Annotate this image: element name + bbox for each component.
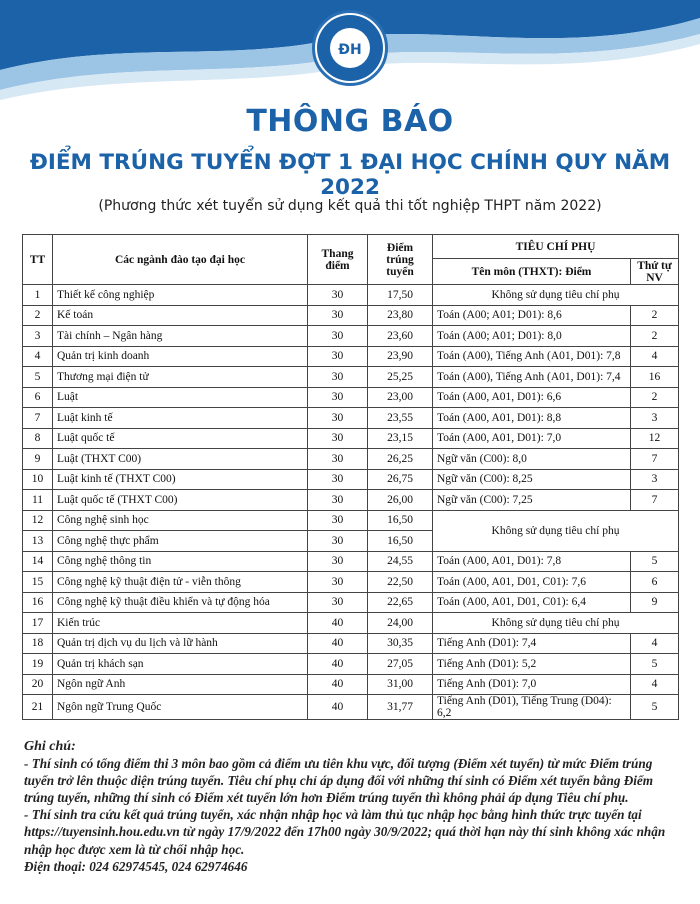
row-score: 23,15 xyxy=(368,428,433,449)
header-order: Thứ tự NV xyxy=(631,259,679,285)
table-row xyxy=(23,572,679,593)
row-subject: Tiếng Anh (D01): 7,4 xyxy=(433,633,631,654)
row-major: Luật (THXT C00) xyxy=(53,449,308,470)
row-subject: Toán (A00, A01, D01, C01): 6,4 xyxy=(433,592,631,613)
row-tt: 10 xyxy=(23,469,53,490)
row-tt: 9 xyxy=(23,449,53,470)
row-major: Ngôn ngữ Trung Quốc xyxy=(53,695,308,720)
row-scale: 30 xyxy=(308,408,368,429)
row-order: 9 xyxy=(631,592,679,613)
row-major: Ngôn ngữ Anh xyxy=(53,674,308,695)
row-major: Thiết kế công nghiệp xyxy=(53,285,308,306)
row-subject: Ngữ văn (C00): 8,25 xyxy=(433,469,631,490)
row-scale: 40 xyxy=(308,674,368,695)
page-title: THÔNG BÁO xyxy=(246,104,454,139)
notes-heading: Ghi chú: xyxy=(24,739,76,754)
row-tt: 13 xyxy=(23,531,53,552)
row-score: 23,90 xyxy=(368,346,433,367)
row-major: Quản trị khách sạn xyxy=(53,654,308,675)
row-order: 16 xyxy=(631,367,679,388)
row-tt: 16 xyxy=(23,592,53,613)
row-scale: 30 xyxy=(308,285,368,306)
row-major: Luật quốc tế xyxy=(53,428,308,449)
row-major: Luật quốc tế (THXT C00) xyxy=(53,490,308,511)
row-score: 26,25 xyxy=(368,449,433,470)
header-scale: Thang điểm xyxy=(308,235,368,285)
row-score: 27,05 xyxy=(368,654,433,675)
row-scale: 30 xyxy=(308,449,368,470)
row-order: 3 xyxy=(631,408,679,429)
row-major: Luật kinh tế (THXT C00) xyxy=(53,469,308,490)
row-major: Kế toán xyxy=(53,305,308,326)
row-order: 3 xyxy=(631,469,679,490)
header-tt: TT xyxy=(23,235,53,285)
row-score: 23,55 xyxy=(368,408,433,429)
table-row xyxy=(23,510,679,531)
row-scale: 30 xyxy=(308,572,368,593)
note-1: - Thí sinh có tổng điểm thi 3 môn bao gồm cả điểm ưu tiên khu vực, đối tượng (Điểm xét tuyển) từ mức Điểm trúng tuyển trở lên thuộc diện trúng tuyển. Tiêu chí phụ chỉ áp dụng đối với những thí sinh có Điểm xét tuyển bằng Điểm trúng tuyển, những thí sinh có Điểm xét tuyển lớn hơn Điểm trúng tuyển thì không phải áp dụng Tiêu chí phụ. xyxy=(24,756,654,806)
table-row xyxy=(23,469,679,490)
row-subject: Toán (A00; A01; D01): 8,0 xyxy=(433,326,631,347)
row-scale: 30 xyxy=(308,531,368,552)
row-tt: 21 xyxy=(23,695,53,720)
row-major: Quản trị kinh doanh xyxy=(53,346,308,367)
row-order: 4 xyxy=(631,674,679,695)
row-tt: 18 xyxy=(23,633,53,654)
row-score: 22,50 xyxy=(368,572,433,593)
row-scale: 40 xyxy=(308,613,368,634)
row-subject: Toán (A00), Tiếng Anh (A01, D01): 7,4 xyxy=(433,367,631,388)
row-subject: Toán (A00, A01, D01): 6,6 xyxy=(433,387,631,408)
row-tt: 20 xyxy=(23,674,53,695)
row-order: 7 xyxy=(631,490,679,511)
table-row xyxy=(23,490,679,511)
logo-monogram: ĐH xyxy=(338,42,362,58)
row-major: Quản trị dịch vụ du lịch và lữ hành xyxy=(53,633,308,654)
row-major: Tài chính – Ngân hàng xyxy=(53,326,308,347)
row-tt: 5 xyxy=(23,367,53,388)
row-major: Thương mại điện tử xyxy=(53,367,308,388)
row-tt: 6 xyxy=(23,387,53,408)
row-major: Công nghệ thực phẩm xyxy=(53,531,308,552)
note-2: - Thí sinh tra cứu kết quả trúng tuyển, xác nhận nhập học và làm thủ tục nhập học bằng hình thức trực tuyến tại https://tuyensinh.hou.edu.vn từ ngày 17/9/2022 đến 17h00 ngày 30/9/2022; quá thời hạn này thí sinh không xác nhận nhập học được xem là từ chối nhập học. xyxy=(24,807,666,857)
row-major: Công nghệ kỹ thuật điều khiển và tự động hóa xyxy=(53,592,308,613)
header-score: Điểm trúng tuyển xyxy=(368,235,433,285)
row-subject: Ngữ văn (C00): 8,0 xyxy=(433,449,631,470)
row-order: 2 xyxy=(631,387,679,408)
row-order: 2 xyxy=(631,305,679,326)
table-row xyxy=(23,408,679,429)
row-scale: 30 xyxy=(308,387,368,408)
row-order: 6 xyxy=(631,572,679,593)
row-tt: 19 xyxy=(23,654,53,675)
table-row xyxy=(23,305,679,326)
row-score: 30,35 xyxy=(368,633,433,654)
header-subject: Tên môn (THXT): Điểm xyxy=(433,259,631,285)
row-tt: 8 xyxy=(23,428,53,449)
row-score: 16,50 xyxy=(368,510,433,531)
row-scale: 30 xyxy=(308,592,368,613)
row-subject: Toán (A00), Tiếng Anh (A01, D01): 7,8 xyxy=(433,346,631,367)
row-scale: 40 xyxy=(308,633,368,654)
admission-scores-table xyxy=(22,234,679,720)
row-tt: 1 xyxy=(23,285,53,306)
row-major: Công nghệ thông tin xyxy=(53,551,308,572)
row-order: 5 xyxy=(631,551,679,572)
row-scale: 30 xyxy=(308,551,368,572)
table-row xyxy=(23,674,679,695)
table-row xyxy=(23,387,679,408)
header-criteria: TIÊU CHÍ PHỤ xyxy=(433,235,679,259)
row-tt: 11 xyxy=(23,490,53,511)
row-no-criteria: Không sử dụng tiêu chí phụ xyxy=(433,510,679,551)
row-score: 26,75 xyxy=(368,469,433,490)
table-row xyxy=(23,654,679,675)
row-subject: Toán (A00, A01, D01): 8,8 xyxy=(433,408,631,429)
row-score: 16,50 xyxy=(368,531,433,552)
row-scale: 30 xyxy=(308,510,368,531)
row-score: 22,65 xyxy=(368,592,433,613)
row-score: 26,00 xyxy=(368,490,433,511)
table-row xyxy=(23,592,679,613)
row-order: 4 xyxy=(631,633,679,654)
row-score: 31,77 xyxy=(368,695,433,720)
row-score: 24,55 xyxy=(368,551,433,572)
row-tt: 7 xyxy=(23,408,53,429)
row-tt: 2 xyxy=(23,305,53,326)
row-no-criteria: Không sử dụng tiêu chí phụ xyxy=(433,285,679,306)
row-score: 25,25 xyxy=(368,367,433,388)
row-no-criteria: Không sử dụng tiêu chí phụ xyxy=(433,613,679,634)
row-subject: Toán (A00, A01, D01, C01): 7,6 xyxy=(433,572,631,593)
table-row xyxy=(23,428,679,449)
row-major: Công nghệ kỹ thuật điện tử - viễn thông xyxy=(53,572,308,593)
row-subject: Toán (A00, A01, D01): 7,8 xyxy=(433,551,631,572)
row-scale: 30 xyxy=(308,367,368,388)
row-score: 17,50 xyxy=(368,285,433,306)
row-order: 4 xyxy=(631,346,679,367)
table-row xyxy=(23,285,679,306)
row-scale: 30 xyxy=(308,326,368,347)
row-order: 12 xyxy=(631,428,679,449)
row-tt: 15 xyxy=(23,572,53,593)
row-scale: 30 xyxy=(308,305,368,326)
row-scale: 40 xyxy=(308,654,368,675)
row-order: 5 xyxy=(631,654,679,675)
header-major: Các ngành đào tạo đại học xyxy=(53,235,308,285)
row-scale: 40 xyxy=(308,695,368,720)
row-tt: 14 xyxy=(23,551,53,572)
table-row xyxy=(23,326,679,347)
row-scale: 30 xyxy=(308,490,368,511)
row-subject: Toán (A00; A01; D01): 8,6 xyxy=(433,305,631,326)
row-subject: Ngữ văn (C00): 7,25 xyxy=(433,490,631,511)
table-row xyxy=(23,346,679,367)
row-subject: Tiếng Anh (D01), Tiếng Trung (D04): 6,2 xyxy=(433,695,631,720)
row-order: 5 xyxy=(631,695,679,720)
row-order: 2 xyxy=(631,326,679,347)
table-row xyxy=(23,695,679,720)
row-score: 23,80 xyxy=(368,305,433,326)
row-order: 7 xyxy=(631,449,679,470)
row-tt: 4 xyxy=(23,346,53,367)
row-score: 24,00 xyxy=(368,613,433,634)
row-score: 23,00 xyxy=(368,387,433,408)
table-row xyxy=(23,613,679,634)
row-major: Luật xyxy=(53,387,308,408)
table-row xyxy=(23,449,679,470)
row-scale: 30 xyxy=(308,469,368,490)
row-major: Luật kinh tế xyxy=(53,408,308,429)
table-row xyxy=(23,367,679,388)
university-logo xyxy=(312,10,388,86)
table-row xyxy=(23,633,679,654)
row-tt: 12 xyxy=(23,510,53,531)
row-scale: 30 xyxy=(308,428,368,449)
row-major: Công nghệ sinh học xyxy=(53,510,308,531)
row-score: 23,60 xyxy=(368,326,433,347)
row-score: 31,00 xyxy=(368,674,433,695)
row-tt: 17 xyxy=(23,613,53,634)
row-subject: Tiếng Anh (D01): 5,2 xyxy=(433,654,631,675)
row-major: Kiến trúc xyxy=(53,613,308,634)
row-subject: Tiếng Anh (D01): 7,0 xyxy=(433,674,631,695)
admission-method: (Phương thức xét tuyển sử dụng kết quả thi tốt nghiệp THPT năm 2022) xyxy=(98,198,602,214)
row-subject: Toán (A00, A01, D01): 7,0 xyxy=(433,428,631,449)
row-scale: 30 xyxy=(308,346,368,367)
table-row xyxy=(23,551,679,572)
notes-phone: Điện thoại: 024 62974545, 024 62974646 xyxy=(24,858,248,874)
page-subtitle: ĐIỂM TRÚNG TUYỂN ĐỢT 1 ĐẠI HỌC CHÍNH QUY NĂM 2022 xyxy=(29,150,671,200)
notes-section xyxy=(24,738,680,875)
row-tt: 3 xyxy=(23,326,53,347)
